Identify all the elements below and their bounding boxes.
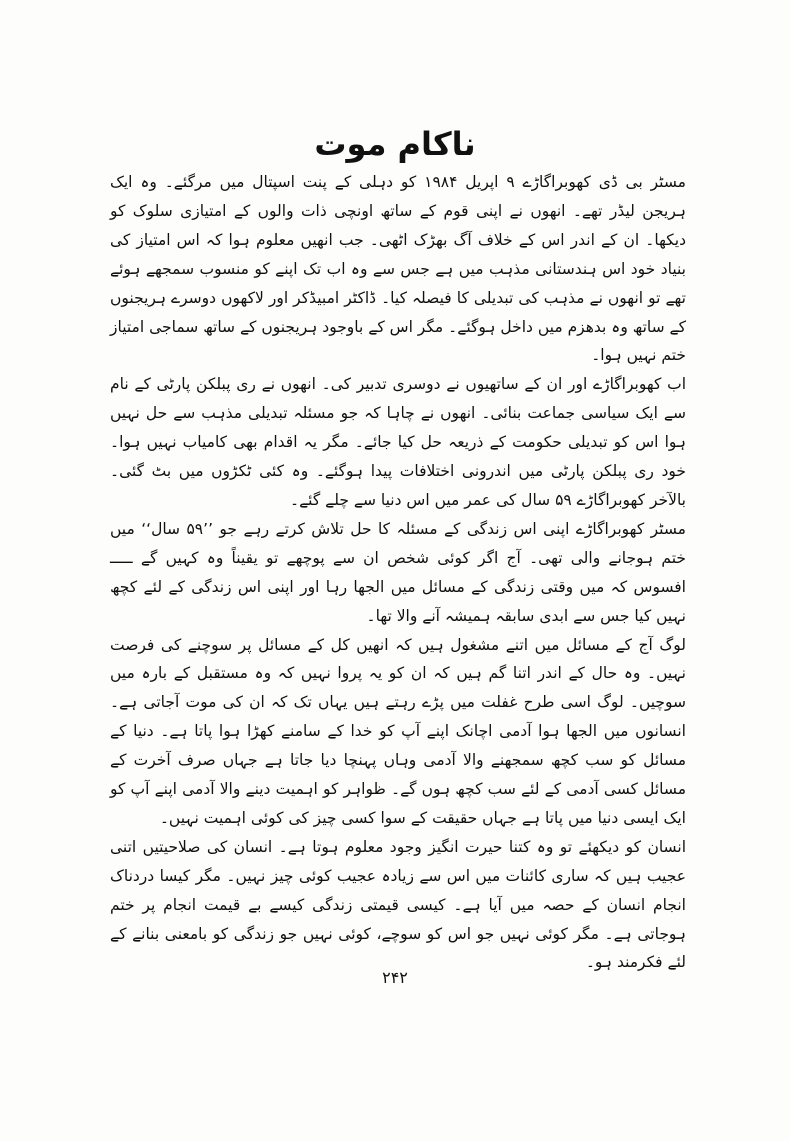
paragraph-2: اب کھوبراگاڑے اور ان کے ساتھیوں نے دوسری تدبیر کی۔ انھوں نے ری پبلکن پارٹی کے نام سے ایک سیاسی جماعت بنائی۔ انھوں نے چاہا کہ جو مسئلہ تبدیلی مذہب سے حل نہیں ہوا اس کو تبدیلی حکومت کے ذریعہ حل کیا جائے۔ مگر یہ اقدام بھی کامیاب نہیں ہوا۔ خود ری پبلکن پارٹی میں اندرونی اختلافات پیدا ہوگئے۔ وہ کئی ٹکڑوں میں بٹ گئی۔ بالآخر کھوبراگاڑے ۵۹ سال کی عمر میں اس دنیا سے چلے گئے۔ (110, 375, 686, 509)
paragraph-3: مسٹر کھوبراگاڑے اپنی اس زندگی کے مسئلہ کا حل تلاش کرتے رہے جو ’’۵۹ سال‘‘ میں ختم ہوجانے والی تھی۔ آج اگر کوئی شخص ان سے پوچھے تو یقیناً وہ کہیں گے ـــــ افسوس کہ میں وقتی زندگی کے مسائل میں الجھا رہا اور اپنی اس زندگی کے لئے کچھ نہیں کیا جس سے ابدی سابقہ ہمیشہ آنے والا تھا۔ (110, 519, 686, 625)
article-body (110, 168, 686, 977)
page-number: ۲۴۲ (382, 968, 408, 987)
paragraph-4: لوگ آج کے مسائل میں اتنے مشغول ہیں کہ انھیں کل کے مسائل پر سوچنے کی فرصت نہیں۔ وہ حال کے اندر اتنا گم ہیں کہ ان کو یہ پروا نہیں کہ وہ مستقبل کے بارہ میں سوچیں۔ لوگ اسی طرح غفلت میں پڑے رہتے ہیں یہاں تک کہ ان کی موت آجاتی ہے۔ انسانوں میں الجھا ہوا آدمی اچانک اپنے آپ کو خدا کے سامنے کھڑا ہوا پاتا ہے۔ دنیا کے مسائل کو سب کچھ سمجھنے والا آدمی وہاں پہنچا دیا جاتا ہے جہاں صرف آخرت کے مسائل کسی آدمی کے لئے سب کچھ ہوں گے۔ ظواہر کو اہمیت دینے والا آدمی اپنے آپ کو ایک ایسی دنیا میں پاتا ہے جہاں حقیقت کے سوا کسی چیز کی کوئی اہمیت نہیں۔ (110, 635, 686, 827)
paragraph-1: مسٹر بی ڈی کھوبراگاڑے ۹ اپریل ۱۹۸۴ کو دہلی کے پنت اسپتال میں مرگئے۔ وہ ایک ہریجن لیڈر تھے۔ انھوں نے اپنی قوم کے ساتھ اونچی ذات والوں کے امتیازی سلوک کو دیکھا۔ ان کے اندر اس کے خلاف آگ بھڑک اٹھی۔ جب انھیں معلوم ہوا کہ اس امتیاز کی بنیاد خود اس ہندستانی مذہب میں ہے جس سے وہ اب تک اپنے کو منسوب سمجھے ہوئے تھے تو انھوں نے مذہب کی تبدیلی کا فیصلہ کیا۔ ڈاکٹر امبیڈکر اور لاکھوں دوسرے ہریجنوں کے ساتھ وہ بدھزم میں داخل ہوگئے۔ مگر اس کے باوجود ہریجنوں کے ساتھ سماجی امتیاز ختم نہیں ہوا۔ (110, 173, 686, 365)
paragraph-5: انسان کو دیکھئے تو وہ کتنا حیرت انگیز وجود معلوم ہوتا ہے۔ انسان کی صلاحیتیں اتنی عجیب ہیں کہ ساری کائنات میں اس سے زیادہ عجیب کوئی چیز نہیں۔ مگر کیسا دردناک انجام انسان کے حصہ میں آیا ہے۔ کیسی قیمتی زندگی کیسے بے قیمت انجام پر ختم ہوجاتی ہے۔ مگر کوئی نہیں جو اس کو سوچے، کوئی نہیں جو زندگی کو بامعنی بنانے کے لئے فکرمند ہو۔ (110, 837, 686, 972)
chapter-title: ناکام موت (314, 125, 476, 164)
